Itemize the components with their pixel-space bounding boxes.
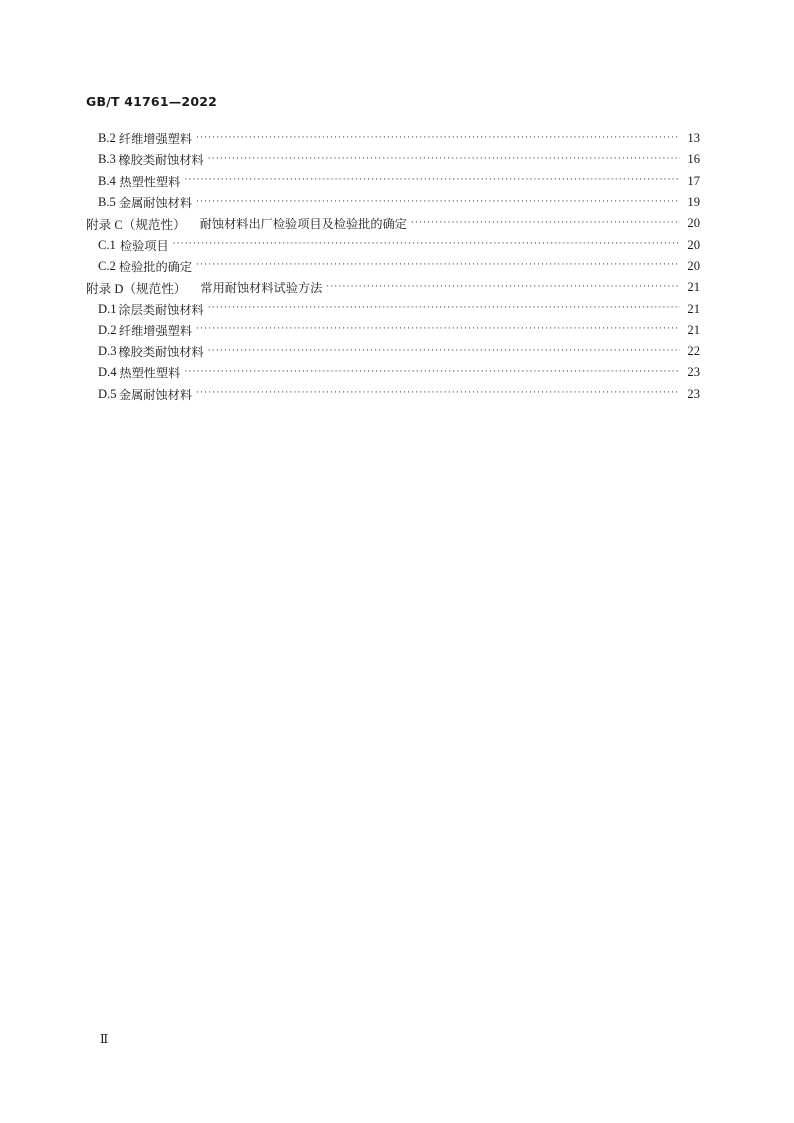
toc-entry-d1[interactable] — [86, 298, 700, 319]
toc-entry-number: C.2 — [98, 258, 116, 273]
toc-leader-dots — [196, 388, 680, 398]
toc-entry-page: 21 — [687, 280, 700, 295]
toc-entry-number: D.4 — [98, 365, 117, 380]
toc-entry-title: 金属耐蚀材料 — [118, 196, 193, 211]
toc-entry-page: 13 — [687, 131, 700, 146]
toc-leader-dots — [326, 282, 680, 292]
toc-entry-title: 热塑性塑料 — [119, 174, 181, 189]
toc-entry-page: 23 — [687, 386, 700, 401]
toc-leader-dots — [208, 154, 680, 164]
toc-entry-number: B.5 — [98, 195, 116, 210]
toc-entry-page: 21 — [687, 301, 700, 316]
toc-entry-c2[interactable] — [86, 256, 700, 277]
toc-entry-title: 金属耐蚀材料 — [118, 387, 193, 402]
toc-entry-page: 22 — [687, 344, 700, 359]
toc-leader-dots — [196, 133, 680, 143]
toc-entry-page: 17 — [687, 173, 700, 188]
toc-entry-number: D.3 — [98, 344, 117, 359]
document-header-standard-number: GB/T 41761—2022 — [86, 94, 218, 109]
toc-entry-title: 橡胶类耐蚀材料 — [118, 345, 204, 360]
toc-leader-dots — [208, 346, 680, 356]
toc-leader-dots — [184, 175, 680, 185]
toc-entry-number: D.2 — [98, 322, 117, 337]
toc-entry-title: 检验项目 — [119, 238, 169, 253]
toc-leader-dots — [196, 260, 680, 270]
toc-leader-dots — [196, 324, 680, 334]
toc-entry-page: 21 — [687, 322, 700, 337]
toc-entry-c1[interactable] — [86, 234, 700, 255]
toc-entry-d5[interactable] — [86, 384, 700, 405]
toc-entry-number: D.1 — [98, 301, 117, 316]
toc-leader-dots — [184, 367, 680, 377]
toc-entry-page: 20 — [687, 258, 700, 273]
toc-entry-d4[interactable] — [86, 362, 700, 383]
toc-leader-dots — [208, 303, 680, 313]
table-of-contents — [86, 128, 700, 405]
toc-entry-page: 23 — [687, 365, 700, 380]
toc-entry-title: 纤维增强塑料 — [118, 132, 193, 147]
toc-entry-page: 16 — [687, 152, 700, 167]
toc-entry-b2[interactable] — [86, 128, 700, 149]
toc-entry-d3[interactable] — [86, 341, 700, 362]
toc-entry-number: D.5 — [98, 386, 117, 401]
toc-entry-number: B.4 — [98, 173, 116, 188]
toc-entry-appendix-c[interactable] — [86, 213, 700, 234]
toc-entry-title: 纤维增强塑料 — [118, 323, 193, 338]
toc-entry-d2[interactable] — [86, 320, 700, 341]
toc-entry-page: 19 — [687, 195, 700, 210]
toc-leader-dots — [173, 239, 680, 249]
toc-entry-appendix-d[interactable] — [86, 277, 700, 298]
toc-appendix-label: 附录 D（规范性） — [86, 282, 187, 297]
toc-entry-number: B.3 — [98, 152, 116, 167]
toc-entry-page: 20 — [687, 237, 700, 252]
toc-entry-number: B.2 — [98, 131, 116, 146]
toc-entry-title: 涂层类耐蚀材料 — [118, 302, 204, 317]
toc-entry-title: 检验批的确定 — [118, 259, 193, 274]
toc-entry-page: 20 — [687, 216, 700, 231]
toc-appendix-label: 附录 C（规范性） — [86, 218, 186, 233]
toc-entry-title: 常用耐蚀材料试验方法 — [200, 281, 323, 296]
toc-entry-b4[interactable] — [86, 171, 700, 192]
toc-entry-number: C.1 — [98, 237, 116, 252]
toc-entry-title: 耐蚀材料出厂检验项目及检验批的确定 — [199, 217, 407, 232]
toc-leader-dots — [196, 197, 680, 207]
toc-entry-b3[interactable] — [86, 149, 700, 170]
toc-entry-b5[interactable] — [86, 192, 700, 213]
toc-entry-title: 橡胶类耐蚀材料 — [118, 153, 204, 168]
toc-leader-dots — [411, 218, 680, 228]
page-number-footer: Ⅱ — [100, 1032, 109, 1046]
toc-entry-title: 热塑性塑料 — [119, 366, 181, 381]
